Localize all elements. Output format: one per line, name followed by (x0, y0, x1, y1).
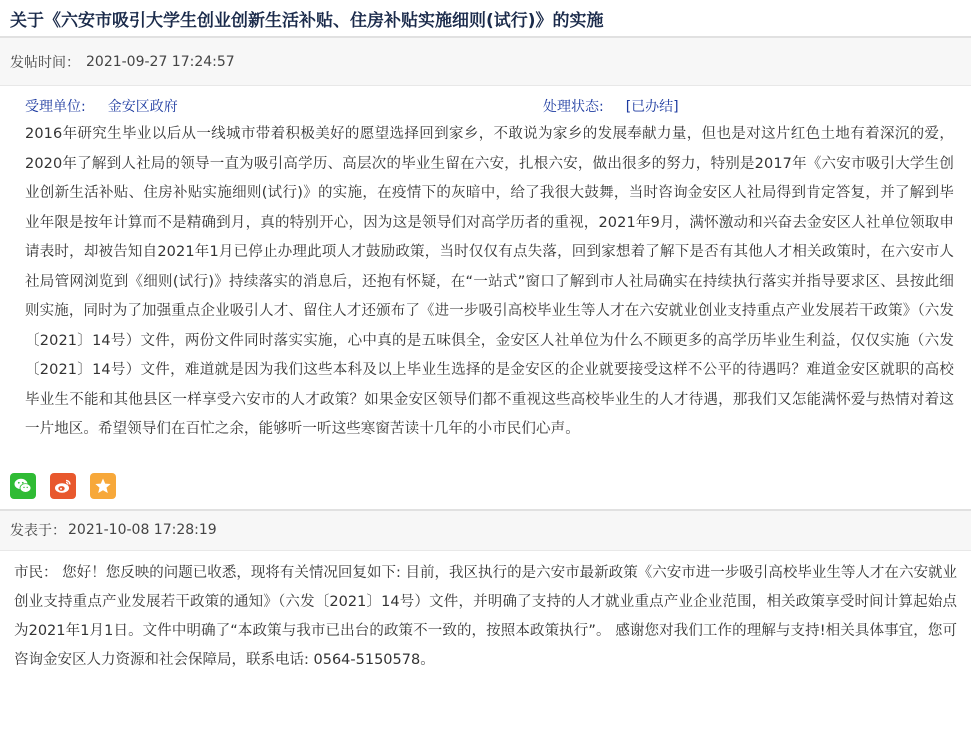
share-bar (0, 463, 971, 503)
post-content: 2016年研究生毕业以后从一线城市带着积极美好的愿望选择回到家乡，不敢说为家乡的发展奉献力量，但也是对这片红色土地有着深沉的爱，2020年了解到人社局的领导一直为吸引高学历、高层次的毕业生留在六安，扎根六安，做出很多的努力，特别是2017年《六安市吸引大学生创业创新生活补贴、住房补贴实施细则(试行)》的实施，在疫情下的灰暗中，给了我很大鼓舞，当时咨询金安区人社局得到肯定答复，并了解到毕业年限是按年计算而不是精确到月，真的特别开心，因为这是领导们对高学历者的重视，2021年9月，满怀激动和兴奋去金安区人社单位领取申请表时，却被告知自2021年1月已停止办理此项人才鼓励政策，当时仅仅有点失落，回到家想着了解下是否有其他人才相关政策时，在六安市人社局管网浏览到《细则(试行)》持续落实的消息后，还抱有怀疑，在“一站式”窗口了解到市人社局确实在持续执行落实并指导要求区、县按此细则实施，同时为了加强重点企业吸引人才、留住人才还颁布了《进一步吸引高校毕业生等人才在六安就业创业支持重点产业发展若干政策》（六发〔2021〕14号）文件，两份文件同时落实实施，心中真的是五味俱全，金安区人社单位为什么不顾更多的高学历毕业生利益，仅仅实施（六发〔2021〕14号）文件，难道就是因为我们这些本科及以上毕业生选择的是金安区的企业就要接受这样不公平的待遇吗？难道金安区就职的高校毕业生不能和其他县区一样享受六安市的人才政策？如果金安区领导们都不重视这些高校毕业生的人才待遇，那我们又怎能满怀爱与热情对着这一片地区。希望领导们在百忙之余，能够听一听这些寒窗苦读十几年的小市民们心声。 (25, 126, 954, 437)
reply-time-value: 2021-10-08 17:28:19 (68, 522, 217, 538)
status-label: 处理状态: (543, 99, 604, 115)
share-wechat-button[interactable] (10, 473, 36, 499)
weibo-icon (54, 478, 72, 494)
favorite-star-icon (94, 477, 112, 495)
post-meta (0, 38, 971, 86)
post-time-label: 发帖时间： (10, 54, 80, 71)
unit-label: 受理单位: (25, 99, 86, 115)
reply-content: 市民： 您好！您反映的问题已收悉，现将有关情况回复如下: 目前，我区执行的是六安市最新政策《六安市进一步吸引高校毕业生等人才在六安就业创业支持重点产业发展若干政策的通知》（六发〔2021〕14号）文件，并明确了支持的人才就业重点产业企业范围，相关政策享受时间计算起始点为2021年1月1日。文件中明确了“本政策与我市已出台的政策不一致的，按照本政策执行”。 感谢您对我们工作的理解与支持!相关具体事宜，您可咨询金安区人力资源和社会保障局，联系电话: 0564-5150578。 (14, 564, 957, 668)
post-time-value: 2021-09-27 17:24:57 (86, 53, 235, 70)
reply-time-label: 发表于： (10, 523, 66, 539)
unit-value: 金安区政府 (107, 99, 178, 115)
page-title (0, 0, 971, 38)
share-favorite-button[interactable] (90, 473, 116, 499)
wechat-icon (14, 478, 32, 494)
share-weibo-button[interactable] (50, 473, 76, 499)
status-field (543, 96, 679, 116)
status-badge: [已办结] (625, 99, 679, 115)
post-info-row (25, 94, 954, 118)
unit-field (25, 96, 543, 116)
page-title-text: 关于《六安市吸引大学生创业创新生活补贴、住房补贴实施细则(试行)》的实施 (10, 10, 604, 31)
post-body (0, 86, 971, 445)
reply-meta (0, 511, 971, 551)
